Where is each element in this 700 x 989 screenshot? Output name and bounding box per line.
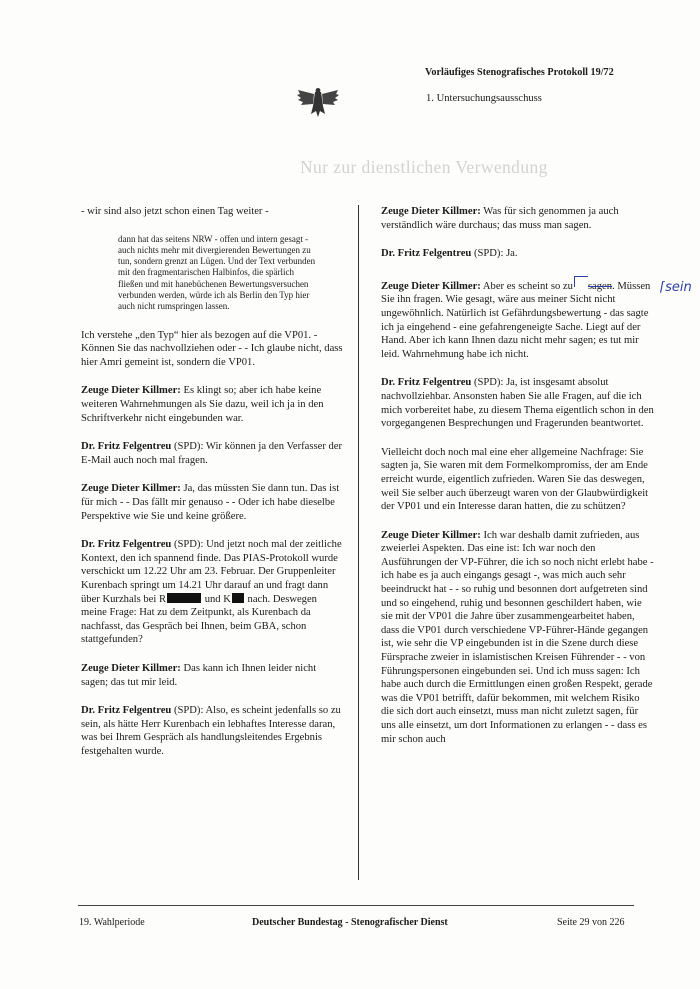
statement-text: Ja, das müssten Sie dann tun. Das ist für mich - - Das fällt mir genauso - - Oder ich habe dieselbe Perspektive wie Sie und keine größere. xyxy=(81,483,340,522)
speaker-party: (SPD): xyxy=(173,705,204,717)
paragraph xyxy=(381,247,655,261)
footer-period: 19. Wahlperiode xyxy=(79,917,145,928)
statement-text: Was für sich genommen ja auch verständlich wäre durchaus; das muss man sagen. xyxy=(381,206,619,231)
speaker-party: (SPD): xyxy=(473,248,504,260)
paragraph: - wir sind also jetzt schon einen Tag weiter - xyxy=(81,206,269,217)
paragraph xyxy=(81,482,343,523)
protocol-title: Vorläufiges Stenografisches Protokoll 19/72 xyxy=(425,67,614,78)
paragraph: Vielleicht doch noch mal eine eher allgemeine Nachfrage: Sie sagten ja, Sie waren mit dem Formelkompromiss, der am Ende erreicht wurde, eigentlich zufrieden. Waren Sie das deswegen, weil Sie selber auch überzeugt waren von der Glaubwürdigkeit der VP01 und ein Interesse daran hatten, die zu schützen? xyxy=(381,446,649,513)
handwritten-margin-note: ⌈sein xyxy=(660,280,692,295)
speaker-name: Dr. Fritz Felgentreu xyxy=(381,377,472,389)
paragraph xyxy=(81,384,343,425)
paragraph xyxy=(81,662,343,689)
footer-page-number: Seite 29 von 226 xyxy=(557,917,625,928)
statement-text: Aber es scheint so zu xyxy=(482,280,573,292)
paragraph xyxy=(81,538,343,647)
redaction-bar xyxy=(167,593,201,603)
statement-text: Ich war deshalb damit zufrieden, aus zweierlei Aspekten. Das eine ist: Ich war noch den Ausführungen der VP-Führer, die ich so noch nicht erlebt habe - ich habe es ja auch eingangs gesagt -, was mich auch sehr beeindruckt hat - - so ruhig und besonnen dort aufgetreten sind und so eingehend, ruhig und besonnen geschildert haben, wie sie mit der VP01 die Jahre über zusammengearbeitet haben, dass die VP01 durch verschiedene VP-Führer-Hände gegangen ist, wie sehr die VP eingebunden ist in die Szene durch diese Fürsprache zweier in islamistischen Kreisen Führender - - von Führungspersonen eingebunden sei. Und ich muss sagen: Ich habe auch durch die Ermittlungen einen großen Respekt, gerade was die VP01 betrifft, dafür bekommen, mit welchem Risiko die sich dort auch einsetzt, muss man nicht zuletzt sagen, für uns alle einsetzt, um dort Informationen zu erlangen - - dass es mir schon auch xyxy=(381,529,654,745)
speaker-name: Dr. Fritz Felgentreu xyxy=(381,248,472,260)
footer-service: Deutscher Bundestag - Stenografischer Dienst xyxy=(252,917,448,928)
right-column xyxy=(381,205,655,761)
speaker-name: Zeuge Dieter Killmer: xyxy=(81,662,181,674)
watermark: Nur zur dienstlichen Verwendung xyxy=(300,157,548,177)
paragraph xyxy=(81,440,343,467)
redaction-bar xyxy=(232,593,244,603)
email-quote: dann hat das seitens NRW - offen und intern gesagt - auch nichts mehr mit divergierenden Bewertungen zu tun, sondern grenzt an Lügen. Und der Text verbunden mit den fragmentarischen Halbinfos, die spärlich fließen und mit hanebüchenen Bewertungsversuchen verbunden werden, würde ich als Berlin den Typ hier auch nicht rumspringen lassen. xyxy=(118,233,316,312)
speaker-party: (SPD): xyxy=(473,377,504,389)
paragraph xyxy=(381,529,655,747)
paragraph xyxy=(81,704,343,758)
statement-text: und K xyxy=(204,593,231,605)
statement-text: Ja, ist insgesamt absolut nachvollziehbar. Ansonsten haben Sie alle Fragen, auf die ich mich vorbereitet habe, zu diesem Thema eigentlich schon in den vorgegangenen Besprechungen und Fragerunden beantwortet. xyxy=(381,377,654,430)
statement-text: . Müssen Sie ihn fragen. Wie gesagt, wäre aus meiner Sicht nicht ungewöhnlich. Natürlich ist Gefährdungsbewertung - das sagte ich ja eingehend - eine gefahrengeneigte Sache. Liegt auf der Hand. Aber ich kann Ihnen dazu nicht mehr sagen; es tut mir leid. Wahrnehmung habe ich nicht. xyxy=(381,280,651,360)
statement-text: Ja. xyxy=(506,248,518,260)
speaker-name: Zeuge Dieter Killmer: xyxy=(381,529,481,541)
speaker-name: Dr. Fritz Felgentreu xyxy=(81,441,172,453)
column-divider xyxy=(358,205,359,880)
statement-text: Wir können ja den Verfasser der E-Mail auch noch mal fragen. xyxy=(81,441,343,466)
statement-text: Es klingt so; aber ich habe keine weiteren Wahrnehmungen als Sie dazu, weil ich ja in den Schriftverkehr nicht eingebunden war. xyxy=(81,385,324,424)
speaker-name: Zeuge Dieter Killmer: xyxy=(381,206,481,217)
speaker-party: (SPD): xyxy=(173,539,204,551)
paragraph xyxy=(381,205,655,232)
speaker-name: Zeuge Dieter Killmer: xyxy=(81,385,181,397)
speaker-name: Zeuge Dieter Killmer: xyxy=(381,280,481,292)
struck-word: sagen xyxy=(587,280,613,292)
paragraph: Ich verstehe „den Typ“ hier als bezogen auf die VP01. - Können Sie das nachvollziehen oder - - Ich glaube nicht, dass hier Amri gemeint ist, sondern die VP01. xyxy=(81,329,343,368)
left-column xyxy=(81,205,343,774)
paragraph xyxy=(381,276,655,362)
committee-name: 1. Untersuchungsausschuss xyxy=(426,93,542,104)
footer-divider xyxy=(78,905,634,906)
handwritten-correction-mark xyxy=(574,276,588,287)
speaker-name: Zeuge Dieter Killmer: xyxy=(81,483,181,495)
speaker-name: Dr. Fritz Felgentreu xyxy=(81,539,172,551)
bundesadler-logo xyxy=(296,84,340,120)
paragraph xyxy=(381,376,655,430)
speaker-name: Dr. Fritz Felgentreu xyxy=(81,705,172,717)
statement-text: Und jetzt noch mal der zeitliche Kontext, den ich spannend finde. Das PIAS-Protokoll wurde verschickt um 12.22 Uhr am 23. Februar. Der Gruppenleiter Kurenbach springt um 14.21 Uhr darauf an und fragt dann über Kurzhals bei R xyxy=(81,539,342,605)
statement-text: Also, es scheint jedenfalls so zu sein, als hätte Herr Kurenbach ein lebhaftes Interesse daran, was bei Ihrem Gespräch als handlungsleitendes Ergebnis festgehalten wurde. xyxy=(81,705,341,757)
statement-text: nach. Deswegen meine Frage: Hat zu dem Zeitpunkt, als Kurenbach da nachfasst, das Gespräch bei Ihnen, beim GBA, schon stattgefunden? xyxy=(81,593,317,646)
statement-text: Das kann ich Ihnen leider nicht sagen; das tut mir leid. xyxy=(81,662,317,688)
speaker-party: (SPD): xyxy=(173,441,204,453)
